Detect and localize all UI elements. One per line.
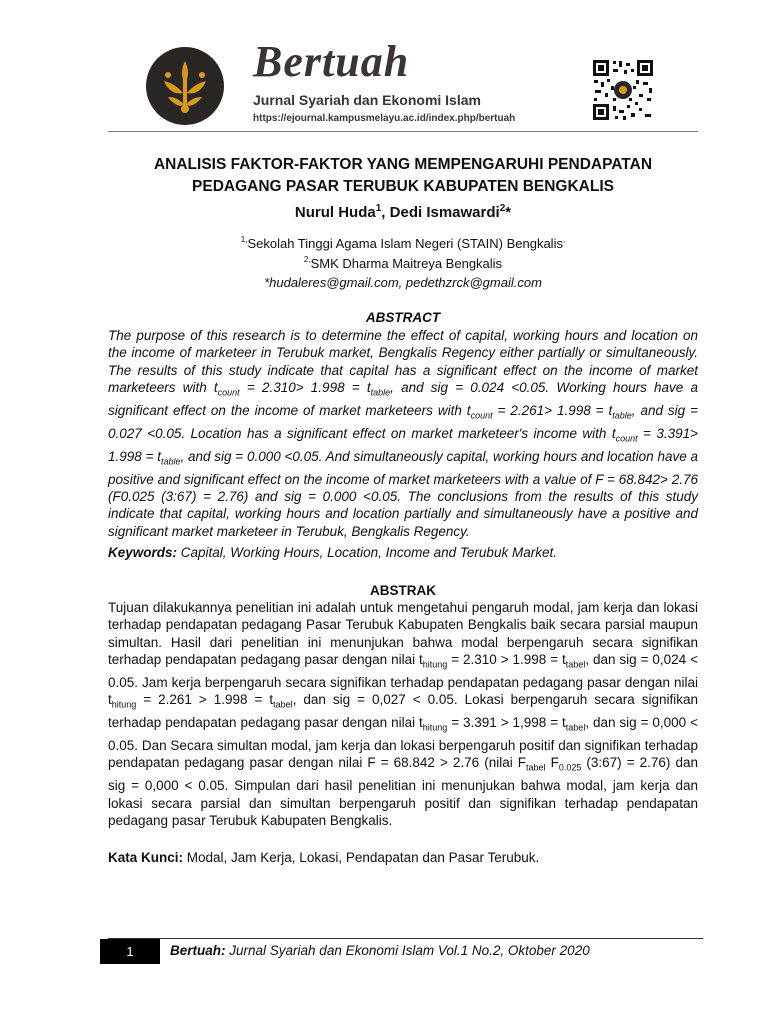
- author-2: Dedi Ismawardi: [389, 204, 500, 221]
- abstrak-text: , dan sig = 0,027 < 0.05. Lokasi berpengaruh secara signifikan terhadap pendapatan pedagang pasar dengan nilai t: [108, 692, 698, 731]
- abstract-text: = 2.261> 1.998 = t: [492, 402, 613, 418]
- abstract-body: [108, 327, 698, 540]
- footer-journal-info: Jurnal Syariah dan Ekonomi Islam Vol.1 No.2, Oktober 2020: [225, 943, 590, 958]
- abstrak-body: [108, 599, 698, 829]
- paper-title: [108, 154, 698, 198]
- author-emails: *hudaleres@gmail.com, pedethzrck@gmail.com: [264, 275, 542, 290]
- affiliation-1-sup: 1,: [240, 235, 248, 244]
- author-2-sup: 2: [499, 203, 506, 214]
- journal-logo: [146, 47, 224, 125]
- abstract-subscript: count: [615, 433, 638, 444]
- abstract-text: The purpose of this research is to determine the effect of capital, working hours and location on the income of marketeer in Terubuk market, Bengkalis Regency either partially or simultaneously. The results of this study indicate that capital has a significant effect on the income of market marketeers with t: [108, 328, 698, 395]
- abstract-text: = 3.391> 1.998 = t: [108, 425, 698, 464]
- abstract-subscript: table: [370, 387, 391, 398]
- kata-kunci-label: Kata Kunci:: [108, 850, 184, 865]
- page-number: 1: [100, 939, 160, 964]
- abstrak-text: = 2.310 > 1.998 = t: [447, 651, 566, 667]
- abstract-text: , and sig = 0.000 <0.05. And simultaneously capital, working hours and location have a positive and significant effect on the income of market marketeers with a value of F = 68.842> 2.76 (F0.025 (3:67) = 2.76) and sig = 0.000 <0.05. The conclusions from the results of this study indicate that capital, working hours and location partially and simultaneously have a positive and significant market marketeer in Terubuk, Bengkalis Regency.: [108, 448, 698, 539]
- journal-url[interactable]: https://ejournal.kampusmelayu.ac.id/index.php/bertuah: [253, 113, 516, 124]
- abstrak-text: Tujuan dilakukannya penelitian ini adalah untuk mengetahui pengaruh modal, jam kerja dan lokasi terhadap pendapatan pedagang Pasar Terubuk Kabupaten Bengkalis baik secara parsial maupun simultan. Hasil dari penelitian ini menunjukan bahwa modal berpengaruh secara signifikan terhadap pendapatan pedagang pasar dengan nilai t: [108, 600, 698, 667]
- author-2-asterisk: *: [505, 204, 512, 221]
- abstrak-subscript: tabel: [565, 722, 586, 733]
- keywords-text: Capital, Working Hours, Location, Income and Terubuk Market.: [177, 545, 557, 560]
- journal-name: Bertuah: [253, 37, 410, 86]
- affiliation-1-text: Sekolah Tinggi Agama Islam Negeri (STAIN) Bengkalis: [247, 236, 563, 251]
- journal-subtitle: Jurnal Syariah dan Ekonomi Islam: [253, 92, 481, 108]
- footer-journal: [170, 943, 590, 958]
- abstrak-subscript: tabel: [565, 659, 586, 670]
- keywords-label: Keywords:: [108, 545, 178, 560]
- abstract-text: , and sig = 0.027 <0.05. Location has a significant effect on market marketeer's income with t: [108, 402, 699, 441]
- abstrak-text: F: [545, 755, 559, 771]
- abstrak-text: = 2.261 > 1.998 = t: [136, 692, 274, 708]
- affiliation-2: [108, 256, 698, 271]
- author-1-sup: 1: [375, 203, 382, 214]
- kata-kunci: [108, 850, 698, 865]
- author-1: Nurul Huda: [294, 204, 376, 221]
- paper-title-line2: PEDAGANG PASAR TERUBUK KABUPATEN BENGKALIS: [192, 178, 614, 195]
- abstract-subscript: count: [217, 387, 240, 398]
- abstrak-subscript: tabel: [273, 699, 293, 710]
- qr-code: [591, 58, 655, 122]
- abstrak-text: = 3.391 > 1,998 = t: [447, 715, 566, 731]
- keywords: [108, 545, 698, 560]
- paper-title-line1: ANALISIS FAKTOR-FAKTOR YANG MEMPENGARUHI PENDAPATAN: [153, 156, 653, 173]
- affiliation-2-text: SMK Dharma Maitreya Bengkalis: [310, 256, 503, 271]
- abstrak-text: , dan sig = 0,024 < 0.05. Jam kerja berpengaruh secara signifikan terhadap pendapatan pedagang pasar dengan nilai t: [108, 651, 698, 708]
- abstrak-subscript: hitung: [422, 722, 448, 733]
- abstrak-heading: ABSTRAK: [370, 583, 436, 598]
- abstrak-text: (3:67) = 2.76) dan sig = 0,000 < 0.05. Simpulan dari hasil penelitian ini menunjukan bahwa modal, jam kerja dan lokasi secara parsial dan simultan berpengaruh positif dan signifikan terhadap pendapatan pedagang pasar Terubuk Kabupaten Bengkalis.: [108, 755, 698, 829]
- abstrak-subscript: tabel: [526, 763, 546, 774]
- affiliation-1-trail: ,: [562, 235, 566, 244]
- abstract-heading: ABSTRACT: [365, 310, 441, 325]
- abstract-subscript: table: [160, 456, 181, 467]
- abstrak-text: , dan sig = 0,000 < 0.05. Dan Secara simultan modal, jam kerja dan lokasi berpengaruh positif dan signifikan terhadap pendapatan pedagang pasar dengan nilai F = 68.842 > 2.76 (nilai F: [108, 715, 698, 771]
- header-divider: [108, 131, 698, 132]
- abstract-text: , and sig = 0.024 <0.05. Working hours have a significant effect on the income of market marketeers with t: [108, 379, 698, 418]
- footer-divider: [108, 938, 703, 939]
- abstrak-subscript: hitung: [111, 699, 137, 710]
- kata-kunci-text: Modal, Jam Kerja, Lokasi, Pendapatan dan Pasar Terubuk.: [183, 850, 540, 865]
- abstrak-subscript: hitung: [422, 659, 448, 670]
- affiliation-2-sup: 2,: [303, 255, 311, 264]
- abstract-text: = 2.310> 1.998 = t: [239, 379, 371, 395]
- authors: [108, 203, 698, 221]
- abstract-subscript: table: [612, 410, 632, 421]
- abstrak-subscript: 0.025: [558, 763, 582, 774]
- affiliation-1: [108, 236, 698, 251]
- footer-journal-name: Bertuah:: [170, 943, 226, 958]
- abstract-subscript: count: [470, 410, 493, 421]
- author-separator: ,: [381, 204, 390, 221]
